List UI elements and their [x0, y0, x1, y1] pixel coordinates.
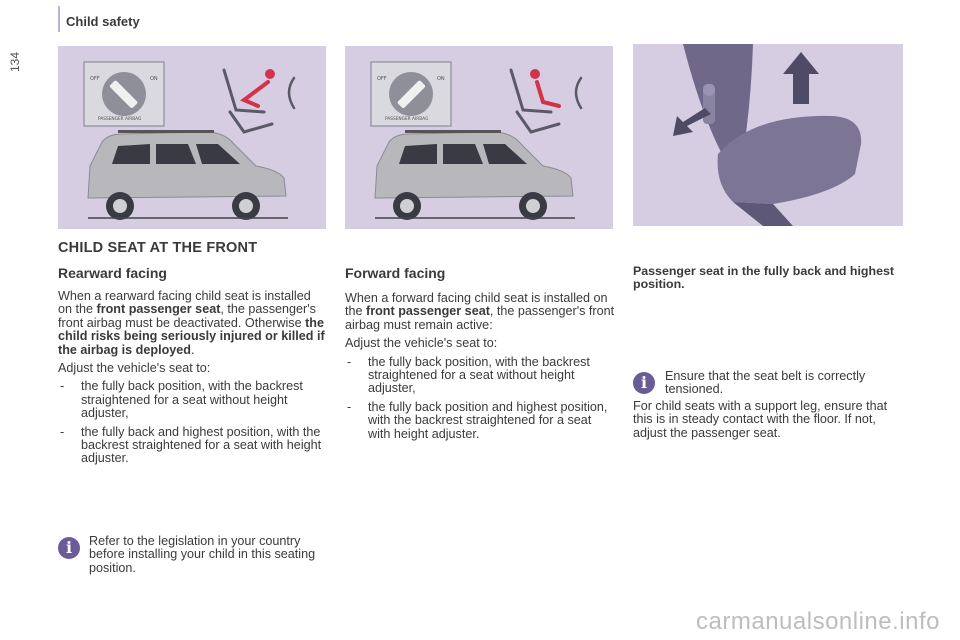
svg-text:PASSENGER AIRBAG: PASSENGER AIRBAG	[385, 117, 429, 122]
seat-illustration	[633, 44, 903, 226]
rearward-body	[58, 290, 328, 471]
forward-body	[345, 292, 615, 446]
car-side-view-icon	[88, 130, 288, 220]
list-item: - the fully back position and highest position, with the backrest straightened for a seat with height adjuster.	[345, 401, 615, 441]
rearward-child-seat-icon	[224, 69, 294, 132]
seat-caption: Passenger seat in the fully back and highest position.	[633, 264, 894, 291]
rearward-info-note: Refer to the legislation in your country before installing your child in this seating position.	[89, 534, 316, 575]
section-title: CHILD SEAT AT THE FRONT	[58, 240, 258, 256]
list-item: - the fully back position, with the backrest straightened for a seat without height adjuster,	[58, 380, 328, 420]
forward-heading: Forward facing	[345, 265, 446, 281]
airbag-switch-off-icon	[84, 62, 164, 126]
page-number: 134	[8, 52, 22, 73]
rearward-illustration	[58, 46, 326, 229]
rearward-paragraph: When a rearward facing child seat is installed on the front passenger seat, the passenger's front airbag must be deactivated. Otherwise the child risks being seriously injured or killed if the airbag is deployed.	[58, 289, 325, 357]
chapter-title: Child safety	[66, 14, 140, 29]
vehicle-seat-icon	[683, 44, 861, 226]
forward-child-seat-icon	[511, 69, 581, 132]
forward-list	[345, 356, 615, 441]
list-item: - the fully back and highest position, with the backrest straightened for a seat with height adjuster.	[58, 426, 328, 466]
rearward-adjust-text: Adjust the vehicle's seat to:	[58, 361, 211, 376]
forward-adjust-text: Adjust the vehicle's seat to:	[345, 336, 498, 351]
list-item: - the fully back position, with the backrest straightened for a seat without height adjuster,	[345, 356, 615, 396]
support-leg-text: For child seats with a support leg, ensure that this is in steady contact with the floor. If not, adjust the passenger seat.	[633, 399, 888, 440]
svg-text:ON: ON	[437, 76, 445, 82]
svg-text:ON: ON	[150, 76, 158, 82]
seatbelt-info-note: Ensure that the seat belt is correctly tensioned.	[665, 369, 866, 397]
airbag-switch-on-icon	[371, 62, 451, 126]
svg-text:PASSENGER AIRBAG: PASSENGER AIRBAG	[98, 117, 142, 122]
info-icon: i	[58, 537, 80, 559]
rearward-list	[58, 380, 328, 465]
watermark: carmanualsonline.info	[696, 608, 940, 635]
svg-text:OFF: OFF	[90, 76, 100, 82]
car-side-view-icon	[375, 130, 575, 220]
forward-illustration	[345, 46, 613, 229]
info-icon: i	[633, 372, 655, 394]
arrow-up-icon	[783, 52, 819, 104]
svg-text:OFF: OFF	[377, 76, 387, 82]
rearward-heading: Rearward facing	[58, 265, 167, 281]
forward-paragraph: When a forward facing child seat is installed on the front passenger seat, the passenger's front airbag must remain active:	[345, 291, 615, 332]
header-accent-bar	[58, 6, 60, 32]
